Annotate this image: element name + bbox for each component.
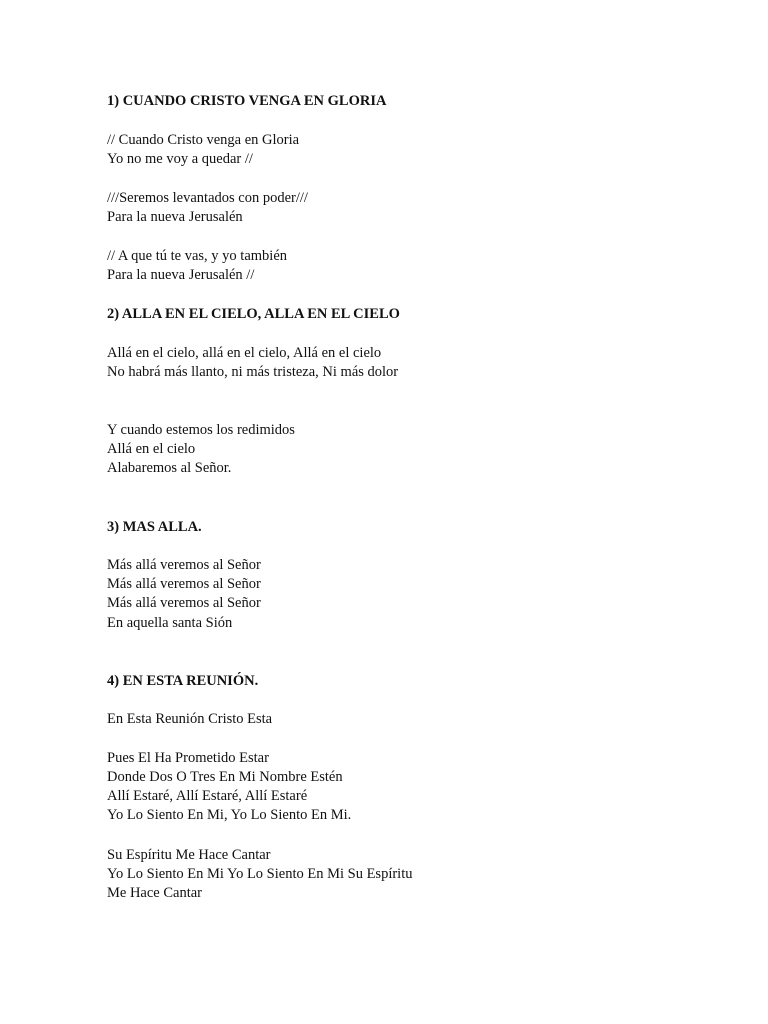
song-1-line-4: Para la nueva Jerusalén <box>107 209 243 225</box>
song-4-line-6: Su Espíritu Me Hace Cantar <box>107 847 271 863</box>
song-4-line-3: Donde Dos O Tres En Mi Nombre Estén <box>107 769 343 785</box>
song-1-line-5: // A que tú te vas, y yo también <box>107 248 288 264</box>
song-4-line-4: Allí Estaré, Allí Estaré, Allí Estaré <box>107 788 308 804</box>
song-4-line-7: Yo Lo Siento En Mi Yo Lo Siento En Mi Su Espíritu <box>107 866 413 882</box>
song-2-line-5: Alabaremos al Señor. <box>107 460 232 476</box>
song-3-line-4: En aquella santa Sión <box>107 615 233 631</box>
song-4-line-2: Pues El Ha Prometido Estar <box>107 750 269 766</box>
song-4-line-8: Me Hace Cantar <box>107 885 203 901</box>
song-4-title: 4) EN ESTA REUNIÓN. <box>107 673 259 689</box>
song-1-line-2: Yo no me voy a quedar // <box>107 151 253 167</box>
song-4-line-5: Yo Lo Siento En Mi, Yo Lo Siento En Mi. <box>107 807 352 823</box>
song-3-line-2: Más allá veremos al Señor <box>107 576 261 592</box>
song-1-title: 1) CUANDO CRISTO VENGA EN GLORIA <box>107 93 387 109</box>
song-3-line-3: Más allá veremos al Señor <box>107 595 261 611</box>
song-1-line-6: Para la nueva Jerusalén // <box>107 267 255 283</box>
song-3-line-1: Más allá veremos al Señor <box>107 557 261 573</box>
song-2-line-1: Allá en el cielo, allá en el cielo, Allá en el cielo <box>107 345 382 361</box>
song-2-line-2: No habrá más llanto, ni más tristeza, Ni más dolor <box>107 364 399 380</box>
song-2-line-3: Y cuando estemos los redimidos <box>107 422 295 438</box>
song-3-title: 3) MAS ALLA. <box>107 519 202 535</box>
song-1-line-1: // Cuando Cristo venga en Gloria <box>107 132 300 148</box>
song-2-title: 2) ALLA EN EL CIELO, ALLA EN EL CIELO <box>107 306 400 322</box>
song-1-line-3: ///Seremos levantados con poder/// <box>107 190 308 206</box>
song-2-line-4: Allá en el cielo <box>107 441 196 457</box>
song-4-line-1: En Esta Reunión Cristo Esta <box>107 711 273 727</box>
